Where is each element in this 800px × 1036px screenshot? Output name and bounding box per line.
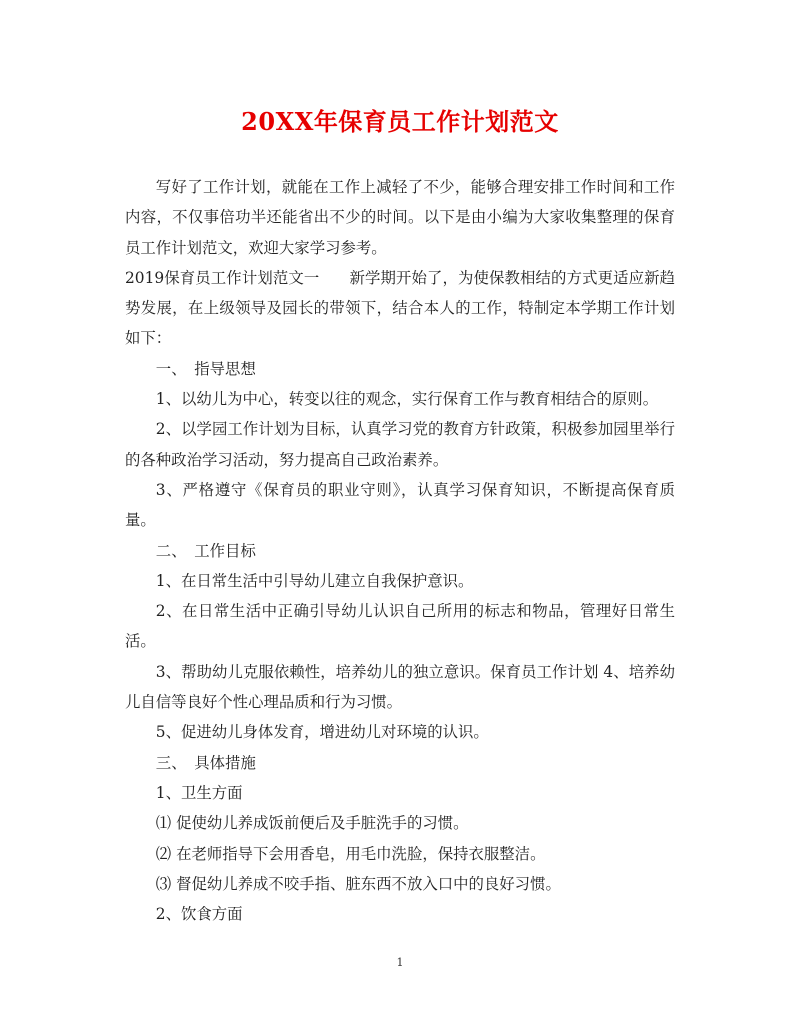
- section1-label: 2019保育员工作计划范文一: [125, 268, 320, 287]
- paragraph-item: 2、在日常生活中正确引导幼儿认识自己所用的标志和物品，管理好日常生活。: [125, 602, 675, 651]
- paragraph-item: 1、以幼儿为中心，转变以往的观念，实行保育工作与教育相结合的原则。: [155, 390, 659, 409]
- subheading-hygiene: 1、卫生方面: [155, 783, 243, 802]
- heading-specific-measures: 三、 具体措施: [155, 753, 256, 772]
- paragraph-item: ⑶ 督促幼儿养成不咬手指、脏东西不放入口中的良好习惯。: [155, 874, 561, 893]
- paragraph-item: 3、帮助幼儿克服依赖性，培养幼儿的独立意识。保育员工作计划 4、培养幼儿自信等良好个性心理品质和行为习惯。: [125, 662, 675, 712]
- heading-work-goals: 二、 工作目标: [155, 541, 256, 560]
- paragraph-item: ⑵ 在老师指导下会用香皂，用毛巾洗脸，保持衣服整洁。: [155, 844, 546, 863]
- paragraph-item: 2、以学园工作计划为目标，认真学习党的教育方针政策，积极参加园里举行的各种政治学习活动，努力提高自己政治素养。: [125, 420, 675, 469]
- section1-intro: 新学期开始了，为使保教相结的方式更适应新趋势发展，在上级领导及园长的带领下，结合本人的工作，特制定本学期工作计划如下：: [125, 268, 675, 348]
- paragraph-item: 5、促进幼儿身体发育，增进幼儿对环境的认识。: [155, 723, 489, 742]
- subheading-diet: 2、饮食方面: [155, 905, 243, 924]
- section1-paragraph: [125, 263, 675, 354]
- page-number: 1: [396, 956, 404, 969]
- intro-paragraph: 写好了工作计划，就能在工作上减轻了不少，能够合理安排工作时间和工作内容，不仅事倍功半还能省出不少的时间。以下是由小编为大家收集整理的保育员工作计划范文，欢迎大家学习参考。: [125, 178, 675, 257]
- paragraph-item: ⑴ 促使幼儿养成饭前便后及手脏洗手的习惯。: [155, 814, 469, 833]
- paragraph-item: 3、严格遵守《保育员的职业守则》，认真学习保育知识，不断提高保育质量。: [125, 480, 675, 530]
- paragraph-item: 1、在日常生活中引导幼儿建立自我保护意识。: [155, 571, 474, 590]
- document-body: [125, 172, 675, 929]
- document-title: 20XX年保育员工作计划范文: [241, 107, 559, 136]
- heading-guiding-thought: 一、 指导思想: [155, 359, 256, 378]
